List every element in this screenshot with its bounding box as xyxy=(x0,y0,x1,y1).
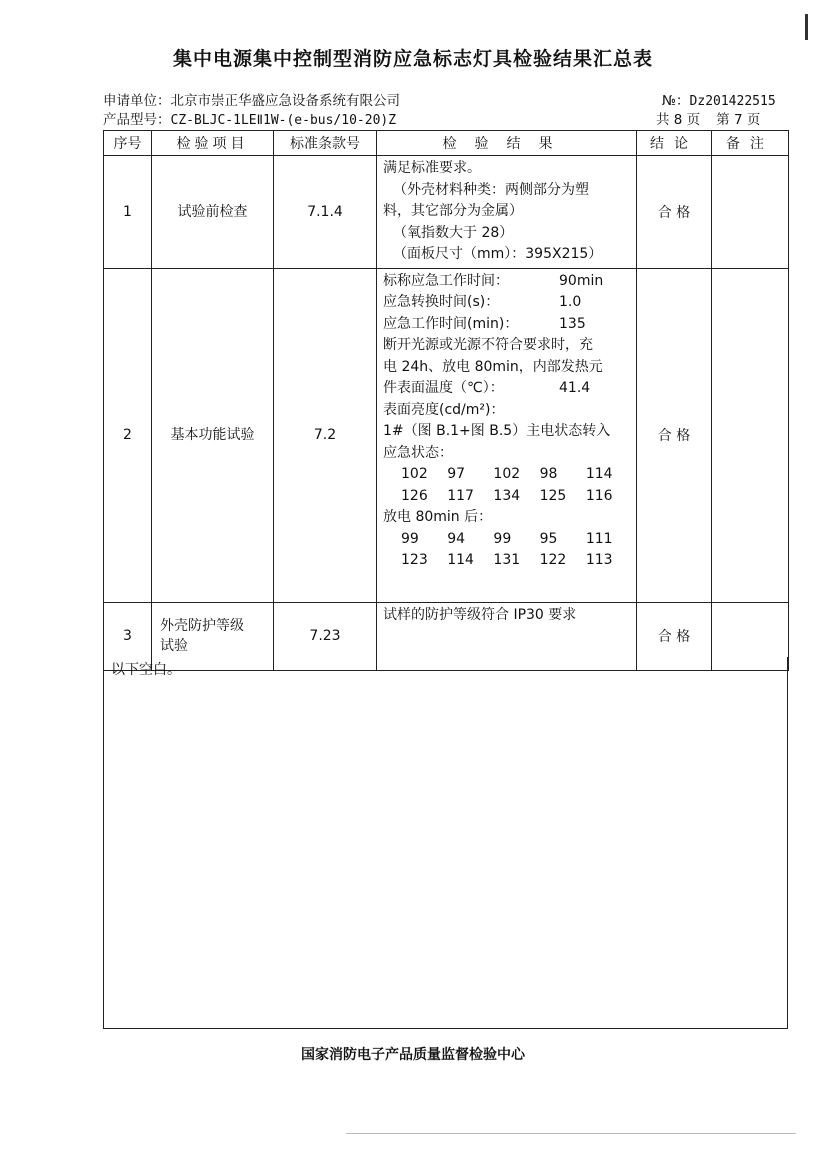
luminance-value: 131 xyxy=(493,552,521,568)
row-remark xyxy=(712,156,789,269)
row-item: 基本功能试验 xyxy=(152,268,274,602)
kv-key: 应急转换时间(s)： xyxy=(383,294,500,310)
table-row xyxy=(104,268,789,602)
result-kv-line xyxy=(383,314,632,336)
scan-bottom-line xyxy=(346,1133,796,1134)
applicant-label: 申请单位： xyxy=(103,93,171,109)
header-item: 检验项目 xyxy=(152,131,274,156)
header-conclusion: 结论 xyxy=(637,131,712,156)
luminance-value: 99 xyxy=(493,530,512,547)
luminance-value: 102 xyxy=(493,466,521,482)
row-result xyxy=(377,268,637,602)
luminance-value: 95 xyxy=(539,530,558,547)
header-clause: 标准条款号 xyxy=(274,131,377,156)
row-clause: 7.23 xyxy=(274,602,377,670)
luminance-value: 102 xyxy=(401,466,428,482)
result-line: 电 24h、放电 80min，内部发热元 xyxy=(383,358,603,375)
result-kv-line xyxy=(383,292,632,314)
row-conclusion: 合 格 xyxy=(637,268,712,602)
kv-value: 90min xyxy=(559,272,604,289)
blank-note: 以下空白。 xyxy=(111,662,181,678)
applicant-name: 北京市崇正华盛应急设备系统有限公司 xyxy=(170,93,400,109)
report-number xyxy=(662,89,776,109)
luminance-value: 94 xyxy=(447,530,466,547)
kv-key: 件表面温度（℃）： xyxy=(383,380,504,396)
luminance-value: 125 xyxy=(539,487,567,504)
result-line: 放电 80min 后： xyxy=(383,509,493,525)
table-header-row xyxy=(104,131,789,156)
luminance-values-row xyxy=(383,550,632,572)
luminance-values-row xyxy=(383,486,632,508)
kv-value: 41.4 xyxy=(559,380,591,396)
row-item-line: 试验 xyxy=(160,638,188,654)
row-conclusion: 合 格 xyxy=(637,602,712,670)
row-remark xyxy=(712,268,789,602)
model-label: 产品型号： xyxy=(103,112,171,128)
total-pages: 共 8 页 xyxy=(656,112,701,128)
kv-key: 应急工作时间(min)： xyxy=(383,315,519,332)
result-line: 断开光源或光源不符合要求时，充 xyxy=(383,337,593,353)
result-line: 料，其它部分为金属） xyxy=(383,203,523,219)
model-line xyxy=(103,108,396,128)
blank-remainder-area xyxy=(103,657,788,1029)
result-kv-line xyxy=(383,378,632,400)
luminance-value: 114 xyxy=(447,552,474,568)
luminance-values-row xyxy=(383,464,632,486)
applicant-line xyxy=(103,89,400,109)
report-number-value: Dz201422515 xyxy=(689,94,776,109)
header-seq: 序号 xyxy=(104,131,152,156)
kv-value: 1.0 xyxy=(559,294,582,310)
luminance-values-row xyxy=(383,529,632,551)
result-line: （外壳材料种类：两侧部分为塑 xyxy=(393,181,589,198)
luminance-value: 99 xyxy=(401,530,419,547)
current-page: 第 7 页 xyxy=(716,112,761,128)
luminance-value: 123 xyxy=(401,552,428,568)
result-kv-line xyxy=(383,271,632,293)
header-remark: 备注 xyxy=(712,131,789,156)
result-line: 表面亮度(cd/m²)： xyxy=(383,401,505,418)
row-seq: 3 xyxy=(104,602,152,670)
luminance-value: 116 xyxy=(585,487,613,504)
row-item-line: 外壳防护等级 xyxy=(160,618,244,634)
kv-value: 135 xyxy=(559,315,586,332)
results-table xyxy=(103,130,789,671)
header-result: 检验结果 xyxy=(377,131,637,156)
table-row xyxy=(104,156,789,269)
row-item: 试验前检查 xyxy=(152,156,274,269)
luminance-value: 114 xyxy=(585,466,613,482)
luminance-value: 111 xyxy=(585,530,613,547)
scan-edge-mark xyxy=(805,14,808,40)
luminance-value: 98 xyxy=(539,466,558,482)
luminance-value: 113 xyxy=(585,552,613,568)
luminance-value: 117 xyxy=(447,487,474,504)
row-conclusion: 合 格 xyxy=(637,156,712,269)
row-result: 试样的防护等级符合 IP30 要求 xyxy=(377,602,637,670)
model-value: CZ-BLJC-1LEⅡ1W-(e-bus/10-20)Z xyxy=(170,113,397,128)
result-line: 1#（图 B.1+图 B.5）主电状态转入 xyxy=(383,423,611,439)
luminance-value: 97 xyxy=(447,466,466,482)
row-seq: 1 xyxy=(104,156,152,269)
row-result xyxy=(377,156,637,269)
row-seq: 2 xyxy=(104,268,152,602)
luminance-value: 134 xyxy=(493,487,521,504)
report-number-label: №： xyxy=(662,93,690,109)
luminance-value: 122 xyxy=(539,552,567,568)
page-info xyxy=(656,108,760,128)
kv-key: 标称应急工作时间： xyxy=(383,272,509,289)
row-clause: 7.2 xyxy=(274,268,377,602)
luminance-value: 126 xyxy=(401,487,428,504)
result-line: （面板尺寸（mm）：395X215） xyxy=(393,246,603,262)
result-line: 应急状态： xyxy=(383,444,453,461)
result-line: 满足标准要求。 xyxy=(383,160,481,176)
result-line: （氧指数大于 28） xyxy=(393,224,514,241)
row-clause: 7.1.4 xyxy=(274,156,377,269)
document-title: 集中电源集中控制型消防应急标志灯具检验结果汇总表 xyxy=(172,48,653,70)
issuing-organization: 国家消防电子产品质量监督检验中心 xyxy=(301,1047,525,1063)
